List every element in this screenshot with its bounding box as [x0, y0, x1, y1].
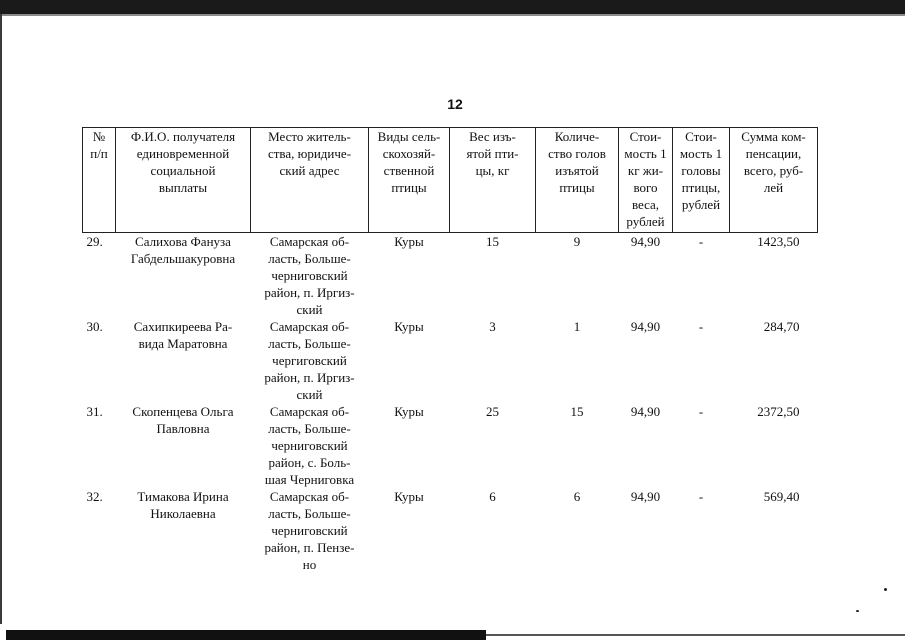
- scan-speck: [884, 588, 887, 591]
- price-per-head: -: [698, 319, 704, 334]
- scan-top-border: [0, 0, 905, 14]
- row-number: 32.: [86, 489, 103, 504]
- table-row: [83, 318, 818, 403]
- address: Самарская об- ласть, Больше- чергиговский район, п. Иргиз- ский: [264, 319, 355, 402]
- price-per-kg: 94,90: [630, 489, 661, 504]
- address: Самарская об- ласть, Больше- черниговский район, с. Боль- шая Черниговка: [264, 404, 355, 487]
- price-per-head: -: [698, 489, 704, 504]
- price-per-kg: 94,90: [630, 404, 661, 419]
- table-row: [83, 233, 818, 319]
- header-total: Сумма ком- пенсации, всего, руб- лей: [730, 128, 818, 233]
- row-number: 31.: [86, 404, 103, 419]
- address: Самарская об- ласть, Больше- черниговский район, п. Иргиз- ский: [264, 234, 355, 317]
- bird-type: Куры: [394, 234, 424, 249]
- page-number: 12: [447, 96, 463, 112]
- header-bird-type: Виды сель- скохозяй- ственной птицы: [369, 128, 450, 233]
- total: 284,70: [763, 319, 800, 334]
- scan-bottom-edge: [486, 634, 905, 636]
- header-head-count: Количе- ство голов изъятой птицы: [536, 128, 619, 233]
- head-count: 9: [573, 234, 581, 249]
- bird-type: Куры: [394, 404, 424, 419]
- table-row: [83, 403, 818, 488]
- recipient-name: Скопенцева Ольга Павловна: [132, 404, 234, 436]
- head-count: 6: [573, 489, 581, 504]
- header-price-per-kg: Стои- мость 1 кг жи- вого веса, рублей: [619, 128, 673, 233]
- total: 569,40: [763, 489, 800, 504]
- scan-top-edge: [0, 14, 905, 16]
- table-row: [83, 488, 818, 573]
- weight: 25: [486, 404, 499, 419]
- head-count: 15: [570, 404, 584, 419]
- price-per-head: -: [698, 404, 704, 419]
- total: 2372,50: [757, 404, 800, 419]
- scan-left-border: [0, 14, 2, 624]
- price-per-head: -: [698, 234, 704, 249]
- head-count: 1: [573, 319, 581, 334]
- compensation-table: [82, 127, 818, 573]
- header-price-per-head: Стои- мость 1 головы птицы, рублей: [673, 128, 730, 233]
- header-address: Место житель- ства, юридиче- ский адрес: [251, 128, 369, 233]
- table-header-row: [83, 128, 818, 233]
- header-weight: Вес изъ- ятой пти- цы, кг: [450, 128, 536, 233]
- recipient-name: Тимакова Ирина Николаевна: [137, 489, 229, 521]
- price-per-kg: 94,90: [630, 319, 661, 334]
- recipient-name: Салихова Фануза Габдельшакуровна: [130, 234, 236, 266]
- header-number: № п/п: [83, 128, 116, 233]
- total: 1423,50: [757, 234, 800, 249]
- scan-bottom-border: [6, 630, 486, 640]
- weight: 15: [486, 234, 499, 249]
- bird-type: Куры: [394, 489, 424, 504]
- bird-type: Куры: [394, 319, 424, 334]
- weight: 3: [489, 319, 496, 334]
- weight: 6: [489, 489, 496, 504]
- recipient-name: Сахипкиреева Ра- вида Маратовна: [133, 319, 233, 351]
- price-per-kg: 94,90: [630, 234, 661, 249]
- address: Самарская об- ласть, Больше- черниговский район, п. Пензе- но: [264, 489, 355, 572]
- header-recipient-name: Ф.И.О. получателя единовременной социальной выплаты: [116, 128, 251, 233]
- scan-speck: [856, 610, 859, 612]
- row-number: 29.: [86, 234, 103, 249]
- row-number: 30.: [86, 319, 103, 334]
